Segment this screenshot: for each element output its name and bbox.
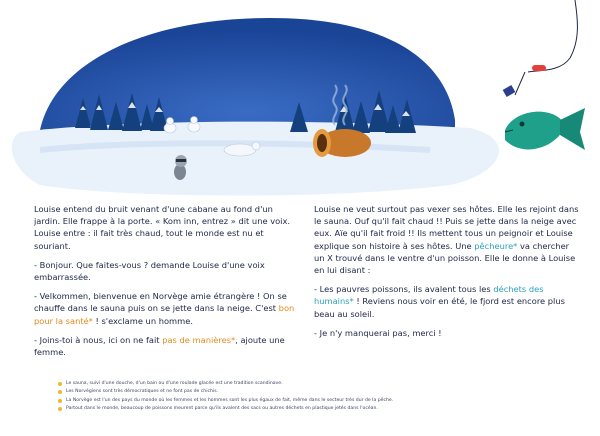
- glossary-term: pêcheure*: [474, 240, 518, 251]
- glossary-term: bon pour la santé*: [34, 303, 295, 326]
- footnote-item: Partout dans le monde, beaucoup de poissons meurent parce qu'ils avalent des sacs ou autres déchets en plastique jetés dans l'océan.: [58, 405, 578, 413]
- bullet-icon: [58, 407, 62, 411]
- dialogue-line: - Joins-toi à nous, ici on ne fait pas de manières*, ajoute une femme.: [34, 334, 285, 358]
- story-right-column: [314, 203, 579, 339]
- footnote-item: La Norvège est l'un des pays du monde où les femmes et les hommes sont les plus égaux de fait, même dans le secteur très dur de la pêche.: [58, 397, 578, 405]
- sauna-barrel-icon: [313, 129, 371, 157]
- story-left-column: [34, 203, 296, 358]
- glossary-term: pas de manières*: [162, 334, 236, 345]
- intro-paragraph: Louise entend du bruit venant d'une cabane au fond d'un jardin. Elle frappe à la porte. « Kom inn, entrez » dit une voix. Louise entre : il fait très chaud, tout le monde est nu et souriant.: [34, 204, 291, 251]
- dialogue-line: - Velkommen, bienvenue en Norvège amie étrangère ! On se chauffe dans le sauna puis on se jette dans la neige. C'est bon pour la santé* ! s'exclame un homme.: [34, 291, 295, 326]
- dialogue-line: - Bonjour. Que faites-vous ? demande Louise d'une voix embarrassée.: [34, 259, 265, 283]
- footnotes: [58, 380, 578, 413]
- bullet-icon: [58, 382, 62, 386]
- story-paragraph: Louise ne veut surtout pas vexer ses hôtes. Elle les rejoint dans le sauna. Ouf qu'il fait chaud !! Puis se jette dans la neige avec eux. Aïe qu'il fait froid !! Ils mettent tous un peignoir et Louise explique son histoire à ses hôtes. Une pêcheure* va chercher un X trouvé dans le ventre d'un poisson. Elle le donne à Louise en lui disant :: [314, 204, 579, 276]
- dialogue-line: - Je n'y manquerai pas, merci !: [314, 327, 442, 338]
- snow-ground: [12, 122, 499, 196]
- footnote-item: Les Norvégiens sont très démocratiques et ne font pas de chichis.: [58, 388, 578, 396]
- dialogue-line: - Les pauvres poissons, ils avalent tous les déchets des humains* ! Reviens nous voir en été, le fjord est encore plus beau au soleil.: [314, 284, 565, 319]
- snow-scene-illustration: [0, 0, 600, 200]
- fishing-line-icon: [515, 0, 577, 95]
- bullet-icon: [58, 390, 62, 394]
- glossary-term: déchets des humains*: [314, 284, 544, 307]
- fish-icon: [505, 108, 585, 150]
- footnote-item: Le sauna, suivi d'une douche, d'un bain ou d'une roulade glacée est une tradition scandinave.: [58, 380, 578, 388]
- bullet-icon: [58, 399, 62, 403]
